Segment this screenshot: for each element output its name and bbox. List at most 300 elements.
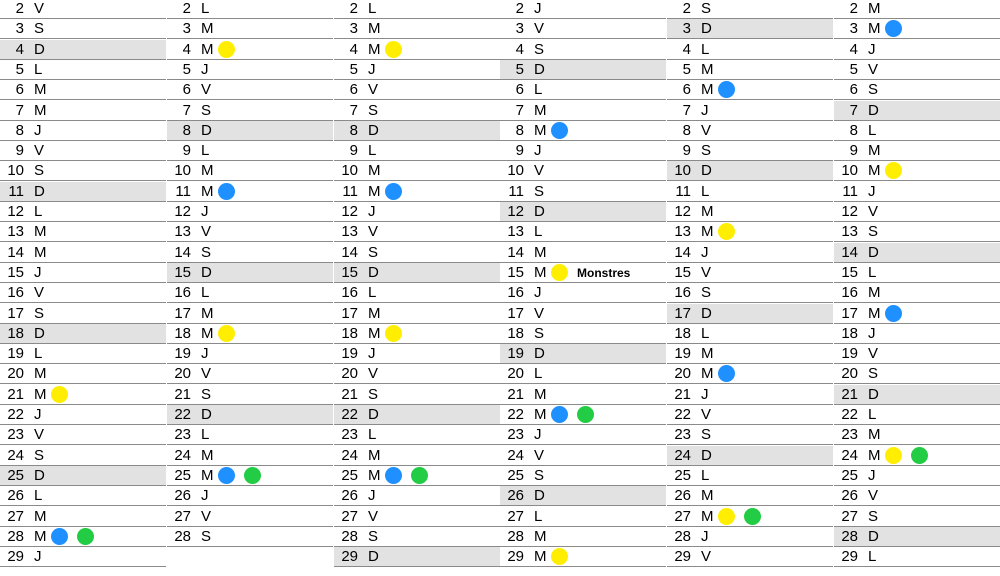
day-row[interactable] xyxy=(834,304,1000,324)
weekday-letter: M xyxy=(534,406,547,423)
day-row[interactable] xyxy=(167,385,333,405)
day-row[interactable] xyxy=(0,141,166,161)
month-column xyxy=(334,0,500,576)
day-number: 8 xyxy=(349,122,358,139)
day-row-sunday[interactable] xyxy=(334,405,500,425)
day-row[interactable] xyxy=(834,60,1000,80)
day-row[interactable] xyxy=(334,40,500,60)
day-number: 26 xyxy=(341,487,358,504)
day-row[interactable] xyxy=(834,202,1000,222)
green-dot-marker xyxy=(911,447,928,464)
day-number: 29 xyxy=(507,548,524,565)
day-row[interactable] xyxy=(500,161,666,181)
day-row[interactable] xyxy=(334,446,500,466)
day-row[interactable] xyxy=(167,527,333,547)
day-number: 8 xyxy=(182,122,191,139)
day-row[interactable] xyxy=(667,547,833,567)
day-row[interactable] xyxy=(667,121,833,141)
day-number: 7 xyxy=(682,102,691,119)
day-row-sunday[interactable] xyxy=(334,547,500,567)
day-row[interactable] xyxy=(834,446,1000,466)
day-row[interactable] xyxy=(500,304,666,324)
day-row[interactable] xyxy=(0,507,166,527)
day-row-sunday[interactable] xyxy=(500,344,666,364)
day-row[interactable] xyxy=(334,324,500,344)
day-row[interactable] xyxy=(0,161,166,181)
day-row[interactable] xyxy=(167,507,333,527)
day-row[interactable] xyxy=(0,405,166,425)
weekday-letter: S xyxy=(368,528,379,545)
day-row[interactable] xyxy=(834,466,1000,486)
day-row[interactable] xyxy=(334,385,500,405)
blue-dot-marker xyxy=(385,183,402,200)
weekday-letter: D xyxy=(701,162,712,179)
day-row[interactable] xyxy=(0,19,166,39)
day-row[interactable] xyxy=(834,547,1000,567)
weekday-letter: V xyxy=(701,264,712,281)
day-row[interactable] xyxy=(500,425,666,445)
day-row[interactable] xyxy=(667,385,833,405)
day-row[interactable] xyxy=(167,19,333,39)
day-row[interactable] xyxy=(500,283,666,303)
day-number: 6 xyxy=(849,81,858,98)
day-row[interactable] xyxy=(500,547,666,567)
day-row[interactable] xyxy=(500,80,666,100)
day-row[interactable] xyxy=(167,486,333,506)
day-row-sunday[interactable] xyxy=(167,263,333,283)
weekday-letter: M xyxy=(201,20,214,37)
weekday-letter: M xyxy=(34,528,47,545)
day-row[interactable] xyxy=(667,243,833,263)
weekday-letter: M xyxy=(201,325,214,342)
day-number: 29 xyxy=(674,548,691,565)
month-column xyxy=(167,0,333,576)
day-number: 10 xyxy=(174,162,191,179)
weekday-letter: M xyxy=(368,447,381,464)
weekday-letter: S xyxy=(34,20,45,37)
day-row[interactable] xyxy=(667,141,833,161)
day-row[interactable] xyxy=(667,0,833,19)
day-number: 13 xyxy=(841,223,858,240)
day-row[interactable] xyxy=(500,364,666,384)
day-number: 17 xyxy=(841,305,858,322)
day-number: 14 xyxy=(507,244,524,261)
day-row[interactable] xyxy=(167,324,333,344)
day-number: 22 xyxy=(674,406,691,423)
day-number: 18 xyxy=(7,325,24,342)
day-row[interactable] xyxy=(167,243,333,263)
day-row[interactable] xyxy=(334,527,500,547)
day-row[interactable] xyxy=(0,243,166,263)
day-row[interactable] xyxy=(334,202,500,222)
weekday-letter: L xyxy=(34,345,43,362)
day-row-sunday[interactable] xyxy=(834,101,1000,121)
weekday-letter: D xyxy=(368,122,379,139)
day-row[interactable] xyxy=(667,324,833,344)
day-number: 21 xyxy=(507,386,524,403)
weekday-letter: M xyxy=(368,305,381,322)
blue-dot-marker xyxy=(885,305,902,322)
day-row[interactable] xyxy=(667,60,833,80)
weekday-letter: S xyxy=(34,305,45,322)
day-number: 19 xyxy=(341,345,358,362)
day-number: 18 xyxy=(674,325,691,342)
day-row[interactable] xyxy=(167,80,333,100)
day-number: 4 xyxy=(349,41,358,58)
day-row[interactable] xyxy=(167,101,333,121)
day-row[interactable] xyxy=(0,344,166,364)
blue-dot-marker xyxy=(51,528,68,545)
weekday-letter: V xyxy=(34,0,45,17)
day-row[interactable] xyxy=(167,141,333,161)
weekday-letter: M xyxy=(34,365,47,382)
day-number: 20 xyxy=(7,365,24,382)
day-row[interactable] xyxy=(0,547,166,567)
day-row[interactable] xyxy=(334,344,500,364)
day-row-sunday[interactable] xyxy=(667,304,833,324)
day-row-sunday[interactable] xyxy=(667,161,833,181)
day-number: 18 xyxy=(507,325,524,342)
day-number: 7 xyxy=(182,102,191,119)
day-row[interactable] xyxy=(334,80,500,100)
weekday-letter: V xyxy=(201,223,212,240)
day-row[interactable] xyxy=(334,243,500,263)
day-row[interactable] xyxy=(667,527,833,547)
day-number: 5 xyxy=(182,61,191,78)
day-row[interactable] xyxy=(167,425,333,445)
day-row[interactable] xyxy=(667,425,833,445)
day-row[interactable] xyxy=(167,182,333,202)
day-row[interactable] xyxy=(500,141,666,161)
day-row-sunday[interactable] xyxy=(667,446,833,466)
day-row[interactable] xyxy=(500,19,666,39)
day-row[interactable] xyxy=(834,222,1000,242)
day-row[interactable] xyxy=(0,121,166,141)
day-row[interactable] xyxy=(500,40,666,60)
weekday-letter: L xyxy=(534,81,543,98)
weekday-letter: M xyxy=(701,345,714,362)
day-row[interactable] xyxy=(834,161,1000,181)
day-row[interactable] xyxy=(834,405,1000,425)
weekday-letter: S xyxy=(868,365,879,382)
day-row[interactable] xyxy=(834,263,1000,283)
day-row[interactable] xyxy=(167,344,333,364)
day-row-sunday[interactable] xyxy=(0,324,166,344)
weekday-letter: S xyxy=(701,142,712,159)
weekday-letter: L xyxy=(201,0,210,17)
day-number: 15 xyxy=(174,264,191,281)
day-row[interactable] xyxy=(0,0,166,19)
day-number: 8 xyxy=(682,122,691,139)
day-number: 4 xyxy=(182,41,191,58)
day-row[interactable] xyxy=(0,304,166,324)
day-row-sunday[interactable] xyxy=(834,385,1000,405)
weekday-letter: D xyxy=(534,345,545,362)
weekday-letter: J xyxy=(368,203,376,220)
day-row[interactable] xyxy=(500,527,666,547)
day-number: 23 xyxy=(341,426,358,443)
weekday-letter: J xyxy=(201,487,209,504)
day-row[interactable] xyxy=(167,60,333,80)
day-number: 23 xyxy=(7,426,24,443)
weekday-letter: D xyxy=(201,264,212,281)
day-row[interactable] xyxy=(167,304,333,324)
day-row-sunday[interactable] xyxy=(834,243,1000,263)
day-number: 23 xyxy=(674,426,691,443)
day-row[interactable] xyxy=(834,507,1000,527)
yellow-dot-marker xyxy=(551,264,568,281)
weekday-letter: L xyxy=(701,41,710,58)
day-row[interactable] xyxy=(0,263,166,283)
day-row[interactable] xyxy=(334,466,500,486)
day-row[interactable] xyxy=(167,466,333,486)
weekday-letter: D xyxy=(368,264,379,281)
day-row[interactable] xyxy=(667,222,833,242)
weekday-letter: M xyxy=(534,548,547,565)
day-row-sunday[interactable] xyxy=(167,405,333,425)
day-row[interactable] xyxy=(0,202,166,222)
day-row[interactable] xyxy=(0,60,166,80)
day-row[interactable] xyxy=(834,344,1000,364)
day-row-sunday[interactable] xyxy=(500,60,666,80)
weekday-letter: M xyxy=(701,203,714,220)
day-row[interactable] xyxy=(167,40,333,60)
day-row[interactable] xyxy=(0,446,166,466)
day-row-sunday[interactable] xyxy=(334,263,500,283)
day-row[interactable] xyxy=(167,161,333,181)
day-row[interactable] xyxy=(167,0,333,19)
day-number: 5 xyxy=(849,61,858,78)
blue-dot-marker xyxy=(218,183,235,200)
day-row-sunday[interactable] xyxy=(0,40,166,60)
day-row[interactable] xyxy=(167,283,333,303)
weekday-letter: D xyxy=(534,487,545,504)
day-row[interactable] xyxy=(667,182,833,202)
weekday-letter: J xyxy=(534,0,542,17)
day-row[interactable] xyxy=(667,80,833,100)
weekday-letter: M xyxy=(201,305,214,322)
day-row[interactable] xyxy=(667,283,833,303)
day-row[interactable] xyxy=(334,161,500,181)
day-number: 27 xyxy=(674,508,691,525)
day-row[interactable] xyxy=(834,182,1000,202)
day-row[interactable] xyxy=(667,344,833,364)
day-number: 16 xyxy=(674,284,691,301)
day-row[interactable] xyxy=(0,364,166,384)
day-row-sunday[interactable] xyxy=(500,202,666,222)
day-number: 11 xyxy=(342,183,358,200)
day-row[interactable] xyxy=(500,182,666,202)
day-row[interactable] xyxy=(667,405,833,425)
yellow-dot-marker xyxy=(718,508,735,525)
day-row-sunday[interactable] xyxy=(0,466,166,486)
weekday-letter: M xyxy=(34,386,47,403)
day-number: 2 xyxy=(182,0,191,17)
day-number: 17 xyxy=(674,305,691,322)
day-row[interactable] xyxy=(0,385,166,405)
weekday-letter: M xyxy=(34,81,47,98)
day-row[interactable] xyxy=(500,405,666,425)
weekday-letter: V xyxy=(368,508,379,525)
weekday-letter: M xyxy=(368,183,381,200)
day-row[interactable] xyxy=(334,19,500,39)
day-row[interactable] xyxy=(500,324,666,344)
weekday-letter: M xyxy=(868,20,881,37)
day-row[interactable] xyxy=(834,121,1000,141)
day-row[interactable] xyxy=(834,486,1000,506)
day-row[interactable] xyxy=(0,80,166,100)
green-dot-marker xyxy=(744,508,761,525)
day-row[interactable] xyxy=(0,527,166,547)
day-row[interactable] xyxy=(334,425,500,445)
blue-dot-marker xyxy=(885,20,902,37)
weekday-letter: V xyxy=(201,365,212,382)
day-number: 19 xyxy=(7,345,24,362)
day-number: 9 xyxy=(682,142,691,159)
day-number: 26 xyxy=(174,487,191,504)
day-row[interactable] xyxy=(334,101,500,121)
day-row-sunday[interactable] xyxy=(0,182,166,202)
weekday-letter: S xyxy=(201,102,212,119)
day-number: 18 xyxy=(341,325,358,342)
weekday-letter: S xyxy=(868,223,879,240)
blue-dot-marker xyxy=(385,467,402,484)
day-row[interactable] xyxy=(834,283,1000,303)
day-row-sunday[interactable] xyxy=(667,19,833,39)
day-row[interactable] xyxy=(667,486,833,506)
weekday-letter: M xyxy=(868,305,881,322)
green-dot-marker xyxy=(77,528,94,545)
day-row[interactable] xyxy=(834,141,1000,161)
weekday-letter: V xyxy=(534,162,545,179)
day-number: 10 xyxy=(674,162,691,179)
day-row[interactable] xyxy=(834,19,1000,39)
day-number: 21 xyxy=(841,386,858,403)
day-row[interactable] xyxy=(667,101,833,121)
day-row[interactable] xyxy=(667,263,833,283)
weekday-letter: M xyxy=(868,447,881,464)
day-row[interactable] xyxy=(667,364,833,384)
day-row[interactable] xyxy=(500,101,666,121)
day-row-sunday[interactable] xyxy=(834,527,1000,547)
day-number: 6 xyxy=(515,81,524,98)
weekday-letter: J xyxy=(534,142,542,159)
day-number: 20 xyxy=(341,365,358,382)
weekday-letter: J xyxy=(34,122,42,139)
day-row[interactable] xyxy=(334,507,500,527)
day-row[interactable] xyxy=(334,364,500,384)
day-row[interactable] xyxy=(0,283,166,303)
day-row[interactable] xyxy=(0,222,166,242)
day-row[interactable] xyxy=(334,60,500,80)
day-row[interactable] xyxy=(334,0,500,19)
day-number: 2 xyxy=(349,0,358,17)
day-row[interactable] xyxy=(834,324,1000,344)
month-column xyxy=(0,0,166,576)
day-row[interactable] xyxy=(500,0,666,19)
day-number: 25 xyxy=(174,467,191,484)
weekday-letter: V xyxy=(34,284,45,301)
day-number: 22 xyxy=(341,406,358,423)
day-number: 13 xyxy=(674,223,691,240)
day-row[interactable] xyxy=(667,40,833,60)
day-row[interactable] xyxy=(500,446,666,466)
day-row[interactable] xyxy=(500,222,666,242)
day-row[interactable] xyxy=(334,283,500,303)
day-number: 21 xyxy=(7,386,24,403)
day-number: 27 xyxy=(507,508,524,525)
day-row[interactable] xyxy=(834,40,1000,60)
day-row[interactable] xyxy=(500,466,666,486)
day-number: 3 xyxy=(349,20,358,37)
day-row[interactable] xyxy=(334,222,500,242)
day-number: 12 xyxy=(174,203,191,220)
weekday-letter: V xyxy=(368,81,379,98)
day-row[interactable] xyxy=(167,446,333,466)
day-number: 12 xyxy=(841,203,858,220)
day-number: 3 xyxy=(682,20,691,37)
day-number: 15 xyxy=(674,264,691,281)
day-row[interactable] xyxy=(667,202,833,222)
day-row[interactable] xyxy=(0,486,166,506)
day-number: 26 xyxy=(841,487,858,504)
day-row[interactable] xyxy=(667,466,833,486)
day-row[interactable] xyxy=(500,243,666,263)
weekday-letter: D xyxy=(701,20,712,37)
day-row[interactable] xyxy=(334,141,500,161)
day-row[interactable] xyxy=(834,0,1000,19)
day-row[interactable] xyxy=(500,385,666,405)
day-number: 3 xyxy=(849,20,858,37)
day-row[interactable] xyxy=(834,80,1000,100)
weekday-letter: L xyxy=(368,426,377,443)
day-row[interactable] xyxy=(0,101,166,121)
day-row[interactable] xyxy=(834,364,1000,384)
weekday-letter: M xyxy=(701,81,714,98)
day-row[interactable] xyxy=(167,222,333,242)
day-row-sunday[interactable] xyxy=(167,121,333,141)
day-row[interactable] xyxy=(167,202,333,222)
day-row[interactable] xyxy=(667,507,833,527)
weekday-letter: V xyxy=(701,548,712,565)
day-number: 10 xyxy=(841,162,858,179)
weekday-letter: J xyxy=(34,264,42,281)
day-row[interactable] xyxy=(334,486,500,506)
day-row[interactable] xyxy=(0,425,166,445)
day-row[interactable] xyxy=(500,121,666,141)
day-number: 27 xyxy=(7,508,24,525)
day-number: 24 xyxy=(841,447,858,464)
day-row[interactable] xyxy=(334,182,500,202)
day-number: 27 xyxy=(841,508,858,525)
day-number: 11 xyxy=(842,183,858,200)
day-row[interactable] xyxy=(334,304,500,324)
day-row[interactable] xyxy=(834,425,1000,445)
weekday-letter: M xyxy=(34,244,47,261)
weekday-letter: S xyxy=(701,426,712,443)
day-row-sunday[interactable] xyxy=(334,121,500,141)
day-number: 28 xyxy=(507,528,524,545)
day-number: 7 xyxy=(515,102,524,119)
day-number: 14 xyxy=(674,244,691,261)
day-row[interactable] xyxy=(500,507,666,527)
day-row[interactable] xyxy=(500,263,666,283)
day-number: 17 xyxy=(507,305,524,322)
day-row-sunday[interactable] xyxy=(500,486,666,506)
day-row[interactable] xyxy=(167,364,333,384)
weekday-letter: D xyxy=(868,244,879,261)
weekday-letter: M xyxy=(868,284,881,301)
